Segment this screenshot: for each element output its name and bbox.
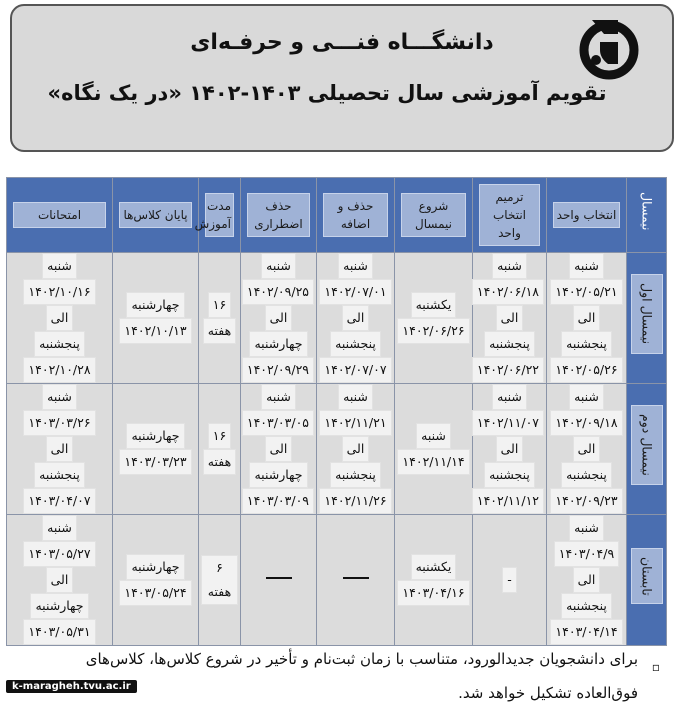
cell-value: الی (46, 305, 74, 331)
date-cell (113, 384, 199, 515)
cell-value: ۱۴۰۲/۰۵/۲۱ (550, 279, 622, 305)
column-header (194, 178, 241, 253)
cell-value: ۱۴۰۳/۰۵/۳۱ (23, 619, 95, 645)
cell-line (549, 488, 624, 514)
cell-value: شنبه (416, 423, 451, 449)
column-header-label: نیمسال (639, 191, 655, 231)
cell-line (397, 580, 470, 606)
cell-line (9, 331, 110, 357)
date-cell (7, 515, 113, 646)
date-cell (241, 253, 317, 384)
cell-line (9, 541, 110, 567)
date-cell (547, 384, 627, 515)
cell-line (201, 555, 238, 605)
cell-value: یکشنبه (411, 554, 457, 580)
date-cell (317, 384, 395, 515)
column-header (395, 178, 473, 253)
cell-value: ۱۴۰۳/۰۴/۰۷ (23, 488, 95, 514)
cell-line (115, 580, 196, 606)
cell-value: ۱۴۰۳/۰۵/۲۷ (23, 541, 95, 567)
cell-line (549, 515, 624, 541)
cell-value: ۱۴۰۳/۰۳/۲۶ (23, 410, 95, 436)
dash-line (266, 577, 292, 579)
calendar-title: تقویم آموزشی سال تحصیلی ۱۴۰۳-۱۴۰۲ «در یک نگاه» (47, 81, 607, 105)
university-name: دانشگـــاه فنـــی و حرفـه‌ای (190, 30, 494, 55)
date-cell (7, 253, 113, 384)
cell-line (115, 318, 196, 344)
cell-value: ۱۴۰۳/۰۳/۲۳ (119, 449, 191, 475)
column-header-label: شروع نیمسال (401, 193, 466, 237)
cell-line (243, 384, 314, 410)
cell-value: ۱۴۰۲/۱۱/۲۶ (319, 488, 391, 514)
footnote (20, 642, 660, 710)
column-header (627, 178, 667, 253)
cell-line (115, 292, 196, 318)
cell-value: ۱۴۰۲/۰۵/۲۶ (550, 357, 622, 383)
cell-line (397, 292, 470, 318)
cell-value: ۱۶ (208, 423, 231, 449)
cell-value: ۱۴۰۲/۰۹/۲۳ (550, 488, 622, 514)
column-header-label: انتخاب واحد (553, 202, 620, 228)
cell-line (319, 410, 392, 436)
cell-line (549, 436, 624, 462)
cell-line (319, 488, 392, 514)
cell-line (475, 384, 544, 410)
cell-line (243, 305, 314, 331)
cell-value: الی (573, 305, 601, 331)
column-header-label: پایان کلاس‌ها (119, 202, 192, 228)
cell-line (549, 462, 624, 488)
column-header-label: مدت آموزش (205, 193, 234, 237)
cell-value: شنبه (338, 384, 373, 410)
cell-value: یکشنبه (411, 292, 457, 318)
cell-line (475, 331, 544, 357)
date-cell (473, 384, 547, 515)
cell-line (549, 357, 624, 383)
cell-line (549, 593, 624, 619)
table-row (7, 253, 667, 384)
cell-value: شنبه (42, 515, 77, 541)
date-cell (317, 253, 395, 384)
cell-line (9, 462, 110, 488)
cell-line (243, 436, 314, 462)
date-cell (547, 253, 627, 384)
cell-value: ۱۴۰۲/۰۷/۰۷ (319, 357, 391, 383)
column-header-label: حذف و اضافه (323, 193, 388, 237)
cell-line (9, 305, 110, 331)
cell-line (475, 462, 544, 488)
cell-line (319, 279, 392, 305)
cell-line (9, 436, 110, 462)
cell-line (115, 449, 196, 475)
cell-line (9, 384, 110, 410)
cell-value: ۱۴۰۳/۰۳/۰۹ (242, 488, 314, 514)
cell-value: الی (46, 567, 74, 593)
term-label-cell (627, 253, 667, 384)
cell-value: پنجشنبه (34, 462, 85, 488)
column-header (7, 178, 113, 253)
date-cell (473, 515, 547, 646)
cell-line (549, 279, 624, 305)
cell-line (9, 488, 110, 514)
cell-value: شنبه (569, 515, 604, 541)
cell-value: ۱۴۰۲/۱۱/۲۱ (319, 410, 391, 436)
cell-value: پنجشنبه (561, 331, 612, 357)
cell-value: چهارشنبه (249, 462, 307, 488)
empty-dash (243, 566, 314, 595)
cell-line (475, 567, 544, 593)
cell-value: شنبه (492, 384, 527, 410)
cell-value: ۱۴۰۲/۰۶/۲۶ (397, 318, 469, 344)
cell-line (201, 292, 238, 318)
term-label: نیمسال دوم (631, 405, 663, 485)
cell-value: ۱۴۰۲/۰۹/۱۸ (550, 410, 622, 436)
cell-value: ۱۴۰۲/۰۶/۱۸ (472, 279, 544, 305)
column-header (113, 178, 199, 253)
cell-line (549, 305, 624, 331)
cell-value: ۱۴۰۳/۰۳/۰۵ (242, 410, 314, 436)
cell-line (243, 488, 314, 514)
cell-line (243, 357, 314, 383)
cell-value: الی (342, 436, 370, 462)
column-header-label: امتحانات (13, 202, 106, 228)
term-label-cell (627, 515, 667, 646)
cell-line (319, 253, 392, 279)
cell-value: هفته (203, 318, 236, 344)
cell-line (9, 515, 110, 541)
column-header (473, 178, 547, 253)
site-watermark: k-maragheh.tvu.ac.ir (6, 680, 137, 693)
cell-value: شنبه (492, 253, 527, 279)
cell-value: چهارشنبه (126, 292, 184, 318)
cell-line (9, 279, 110, 305)
cell-line (115, 423, 196, 449)
dash-text (342, 582, 343, 583)
cell-line (475, 253, 544, 279)
cell-line (475, 488, 544, 514)
cell-line (549, 331, 624, 357)
cell-line (475, 357, 544, 383)
cell-line (9, 593, 110, 619)
term-label: تابستان (631, 548, 663, 605)
cell-value: الی (265, 436, 293, 462)
cell-value: الی (342, 305, 370, 331)
academic-calendar-table (6, 177, 667, 646)
cell-line (549, 253, 624, 279)
date-cell (113, 515, 199, 646)
cell-line (319, 384, 392, 410)
cell-line (243, 279, 314, 305)
header-banner (10, 4, 674, 152)
cell-value: شنبه (261, 384, 296, 410)
cell-line (115, 554, 196, 580)
cell-line (243, 410, 314, 436)
date-cell (199, 253, 241, 384)
cell-value: الی (496, 305, 524, 331)
cell-value: ۱۴۰۲/۱۱/۱۴ (397, 449, 469, 475)
cell-line (549, 541, 624, 567)
cell-line (475, 410, 544, 436)
cell-value: شنبه (261, 253, 296, 279)
cell-line (397, 449, 470, 475)
cell-value: هفته (203, 449, 236, 475)
cell-line (549, 410, 624, 436)
date-cell (113, 253, 199, 384)
cell-value: الی (496, 436, 524, 462)
cell-value: پنجشنبه (484, 462, 535, 488)
cell-line (319, 331, 392, 357)
cell-value: ۱۴۰۳/۰۴/۱۶ (397, 580, 469, 606)
cell-line (549, 567, 624, 593)
cell-line (9, 357, 110, 383)
table-header-row (7, 178, 667, 253)
dash-line (343, 577, 369, 579)
cell-line (201, 449, 238, 475)
cell-value: چهارشنبه (126, 423, 184, 449)
cell-value: ۱۴۰۲/۰۹/۲۵ (242, 279, 314, 305)
bullet-icon: ▫ (651, 660, 660, 674)
date-cell (7, 384, 113, 515)
cell-value: چهارشنبه (126, 554, 184, 580)
date-cell (199, 384, 241, 515)
cell-value: ۶ هفته (201, 555, 238, 605)
cell-value: ۱۴۰۲/۱۰/۱۳ (119, 318, 191, 344)
cell-line (475, 305, 544, 331)
table-row (7, 384, 667, 515)
cell-line (397, 554, 470, 580)
cell-value: شنبه (569, 253, 604, 279)
cell-value: ۱۴۰۲/۰۶/۲۲ (472, 357, 544, 383)
date-cell (395, 253, 473, 384)
term-label: نیمسال اول (631, 274, 663, 353)
date-cell (241, 384, 317, 515)
cell-value: چهارشنبه (249, 331, 307, 357)
cell-line (201, 423, 238, 449)
column-header (317, 178, 395, 253)
date-cell (317, 515, 395, 646)
cell-value: پنجشنبه (330, 462, 381, 488)
cell-value: شنبه (42, 384, 77, 410)
empty-dash (319, 566, 392, 595)
cell-value: پنجشنبه (561, 593, 612, 619)
cell-line (243, 253, 314, 279)
term-label-cell (627, 384, 667, 515)
date-cell (547, 515, 627, 646)
cell-value: ۱۴۰۲/۰۷/۰۱ (319, 279, 391, 305)
cell-value: الی (265, 305, 293, 331)
cell-line (319, 305, 392, 331)
cell-value: چهارشنبه (30, 593, 88, 619)
cell-line (319, 357, 392, 383)
cell-line (475, 279, 544, 305)
cell-line (319, 436, 392, 462)
date-cell (395, 384, 473, 515)
cell-value: ۱۴۰۲/۰۹/۲۹ (242, 357, 314, 383)
date-cell (395, 515, 473, 646)
date-cell (473, 253, 547, 384)
footnote-text: برای دانشجویان جدیدالورود، متناسب با زمان ثبت‌نام و تأخیر در شروع کلاس‌ها، کلاس‌های فوق‌العاده تشکیل خواهد شد. (85, 650, 638, 702)
cell-value: ۱۶ (208, 292, 231, 318)
table-row (7, 515, 667, 646)
cell-value: پنجشنبه (561, 462, 612, 488)
cell-line (201, 318, 238, 344)
dash-text (265, 582, 266, 583)
cell-value: ۱۴۰۳/۰۴/۱۴ (550, 619, 622, 645)
cell-value: ۱۴۰۲/۱۰/۱۶ (23, 279, 95, 305)
cell-value: شنبه (42, 253, 77, 279)
cell-value: - (502, 567, 517, 593)
cell-value: پنجشنبه (484, 331, 535, 357)
cell-line (475, 436, 544, 462)
column-header-label: حذف اضطراری (247, 193, 310, 237)
cell-line (9, 253, 110, 279)
cell-value: ۱۴۰۲/۱۰/۲۸ (23, 357, 95, 383)
date-cell (199, 515, 241, 646)
column-header (547, 178, 627, 253)
date-cell (241, 515, 317, 646)
cell-value: ۱۴۰۳/۰۴/۹ (554, 541, 619, 567)
cell-line (9, 410, 110, 436)
cell-value: پنجشنبه (330, 331, 381, 357)
cell-line (319, 462, 392, 488)
cell-value: الی (573, 567, 601, 593)
cell-line (243, 462, 314, 488)
cell-value: پنجشنبه (34, 331, 85, 357)
column-header (241, 178, 317, 253)
cell-value: ۱۴۰۲/۱۱/۱۲ (472, 488, 544, 514)
cell-line (549, 384, 624, 410)
cell-value: الی (46, 436, 74, 462)
cell-value: ۱۴۰۳/۰۵/۲۴ (119, 580, 191, 606)
cell-value: شنبه (569, 384, 604, 410)
cell-value: شنبه (338, 253, 373, 279)
cell-value: الی (573, 436, 601, 462)
cell-line (397, 318, 470, 344)
cell-line (243, 331, 314, 357)
cell-value: ۱۴۰۲/۱۱/۰۷ (472, 410, 544, 436)
column-header-label: ترمیم انتخاب واحد (479, 184, 540, 246)
cell-line (9, 567, 110, 593)
cell-line (397, 423, 470, 449)
